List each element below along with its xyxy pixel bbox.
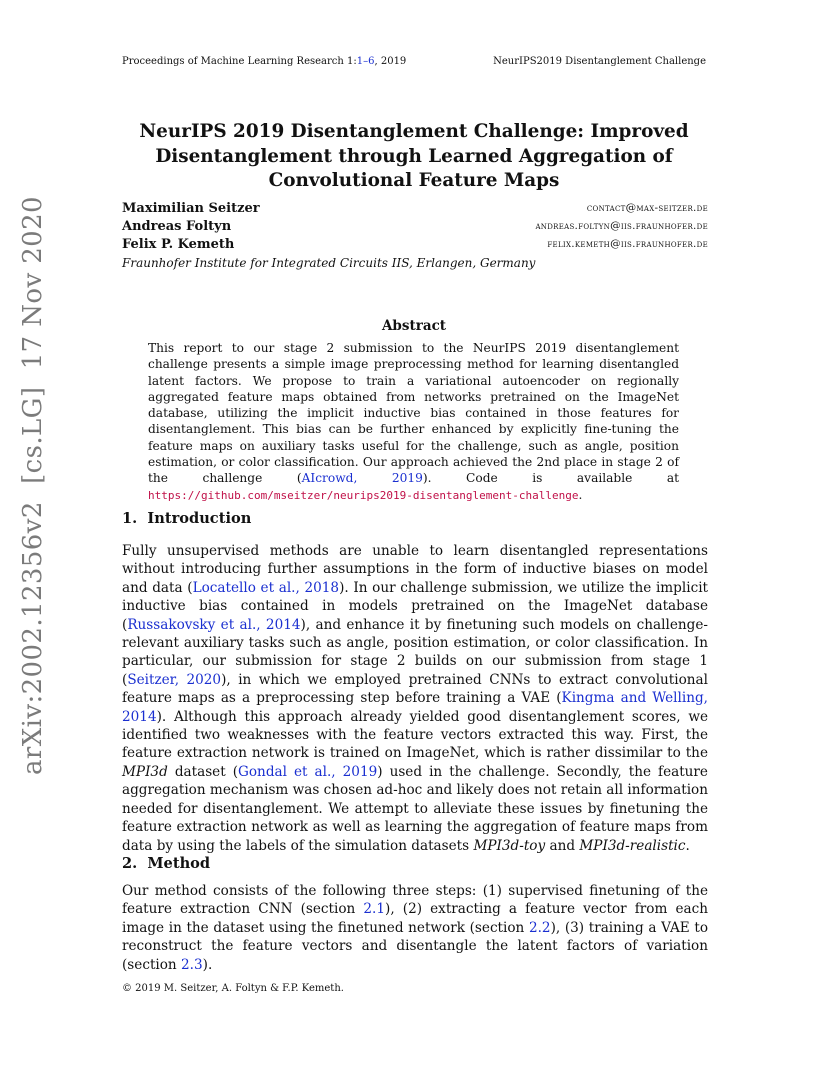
section-ref-link[interactable]: 2.2 bbox=[528, 919, 551, 936]
citation-link[interactable]: Gondal et al., 2019 bbox=[238, 763, 378, 780]
paragraph-text: ), (2) extracting a feature vector from each image in the dataset using the finetuned network (section bbox=[122, 901, 708, 936]
header-journal-text: Proceedings of Machine Learning Research 1: bbox=[122, 56, 357, 67]
citation-separator: , bbox=[353, 471, 392, 486]
abstract-body: This report to our stage 2 submission to the NeurIPS 2019 disentanglement challenge presents a simple image preprocessing method for learning disentangled latent factors. We propose to train a variational autoencoder on regionally aggregated feature maps obtained from networks pretrained on the ImageNet database, utilizing the implicit inductive bias contained in those features for disentanglement. This bias can be further enhanced by explicitly fine-tuning the feature maps on auxiliary tasks useful for the challenge, such as angle, position estimation, or color classification. Our approach achieved the 2nd place in stage 2 of the challenge ( bbox=[148, 341, 679, 486]
author-email: andreas.foltyn@iis.fraunhofer.de bbox=[535, 220, 708, 232]
paragraph-text: ). bbox=[202, 956, 213, 973]
section-heading-introduction: 1. Introduction bbox=[122, 510, 252, 527]
citation-link[interactable]: Kingma and Welling, 2014 bbox=[122, 690, 708, 725]
header-year-text: , 2019 bbox=[374, 56, 407, 67]
copyright-footer bbox=[122, 983, 344, 994]
page-range-link[interactable]: 1–6 bbox=[356, 56, 375, 67]
copyright-icon: © bbox=[122, 983, 132, 994]
running-header-right: NeurIPS2019 Disentanglement Challenge bbox=[493, 56, 706, 67]
author-email: felix.kemeth@iis.fraunhofer.de bbox=[547, 238, 708, 250]
paragraph-text: ), (3) training a VAE to reconstruct the feature vectors and disentangle the latent factors of variation (section bbox=[122, 919, 709, 973]
code-url-link[interactable]: https://github.com/mseitzer/neurips2019-disentanglement-challenge bbox=[148, 488, 579, 502]
paragraph-text: dataset ( bbox=[167, 763, 239, 780]
running-header-left bbox=[122, 56, 406, 68]
affiliation: Fraunhofer Institute for Integrated Circuits IIS, Erlangen, Germany bbox=[122, 256, 536, 270]
author-name: Maximilian Seitzer bbox=[122, 201, 260, 216]
dataset-name: MPI3d bbox=[122, 763, 168, 780]
citation-link[interactable]: Locatello et al., 2018 bbox=[192, 579, 340, 596]
paragraph-text: . bbox=[685, 837, 690, 854]
arxiv-identifier-stamp[interactable]: arXiv:2002.12356v2 [cs.LG] 17 Nov 2020 bbox=[18, 196, 48, 775]
method-paragraph bbox=[122, 882, 708, 974]
paragraph-text: and bbox=[545, 837, 580, 854]
dataset-name: MPI3d-toy bbox=[473, 837, 546, 854]
section-ref-link[interactable]: 2.1 bbox=[363, 901, 386, 918]
author-row bbox=[122, 236, 708, 253]
citation-link[interactable] bbox=[302, 471, 423, 485]
citation-link[interactable]: Seitzer, 2020 bbox=[127, 671, 222, 688]
paragraph-text: ) used in the challenge. Secondly, the feature aggregation mechanism was chosen ad-hoc and likely does not retain all information needed for disentanglement. We attempt to alleviate these issues by finetuning the feature extraction network as well as learning the aggregation of feature maps from data by using the labels of the simulation datasets bbox=[122, 763, 708, 854]
paper-title: NeurIPS 2019 Disentanglement Challenge: Improved Disentanglement through Learned Aggregation of Convolutional Feature Maps bbox=[139, 121, 689, 191]
paragraph-text: Our method consists of the following three steps: (1) supervised finetuning of the feature extraction CNN (section bbox=[122, 883, 708, 918]
copyright-text: 2019 M. Seitzer, A. Foltyn & F.P. Kemeth. bbox=[132, 983, 344, 994]
abstract-body: ). Code is available at bbox=[422, 471, 680, 486]
abstract-text bbox=[148, 340, 679, 504]
dataset-name: MPI3d-realistic bbox=[579, 837, 686, 854]
section-heading-method: 2. Method bbox=[122, 855, 211, 872]
paragraph-text: Fully unsupervised methods are unable to learn disentangled representations without introducing further assumptions in the form of inductive biases on model and data ( bbox=[122, 543, 708, 596]
section-ref-link[interactable]: 2.3 bbox=[181, 956, 203, 973]
paragraph-text: ), in which we employed pretrained CNNs to extract convolutional feature maps as a preprocessing step before training a VAE ( bbox=[122, 671, 709, 707]
author-email: contact@max-seitzer.de bbox=[586, 202, 708, 214]
author-row bbox=[122, 218, 708, 235]
citation-author: AIcrowd bbox=[301, 471, 354, 486]
paragraph-text: ). Although this approach already yielded good disentanglement scores, we identified two weaknesses with the feature vectors extracted this way. First, the feature extraction network is trained on ImageNet, which is rather dissimilar to the bbox=[122, 708, 708, 762]
abstract-heading: Abstract bbox=[381, 318, 447, 334]
author-row bbox=[122, 200, 708, 217]
introduction-paragraph bbox=[122, 542, 708, 855]
citation-year: 2019 bbox=[391, 471, 423, 486]
paragraph-text: ). In our challenge submission, we utilize the implicit inductive bias contained in models pretrained on the ImageNet database ( bbox=[122, 579, 709, 633]
citation-link[interactable]: Russakovsky et al., 2014 bbox=[127, 616, 301, 633]
author-name: Felix P. Kemeth bbox=[122, 237, 235, 252]
abstract-body: . bbox=[578, 487, 583, 502]
author-name: Andreas Foltyn bbox=[122, 219, 232, 234]
paragraph-text: ), and enhance it by finetuning such models on challenge-relevant auxiliary tasks such as angle, position estimation, or color classification. In particular, our submission for stage 2 builds on our submission from stage 1 ( bbox=[122, 616, 708, 688]
